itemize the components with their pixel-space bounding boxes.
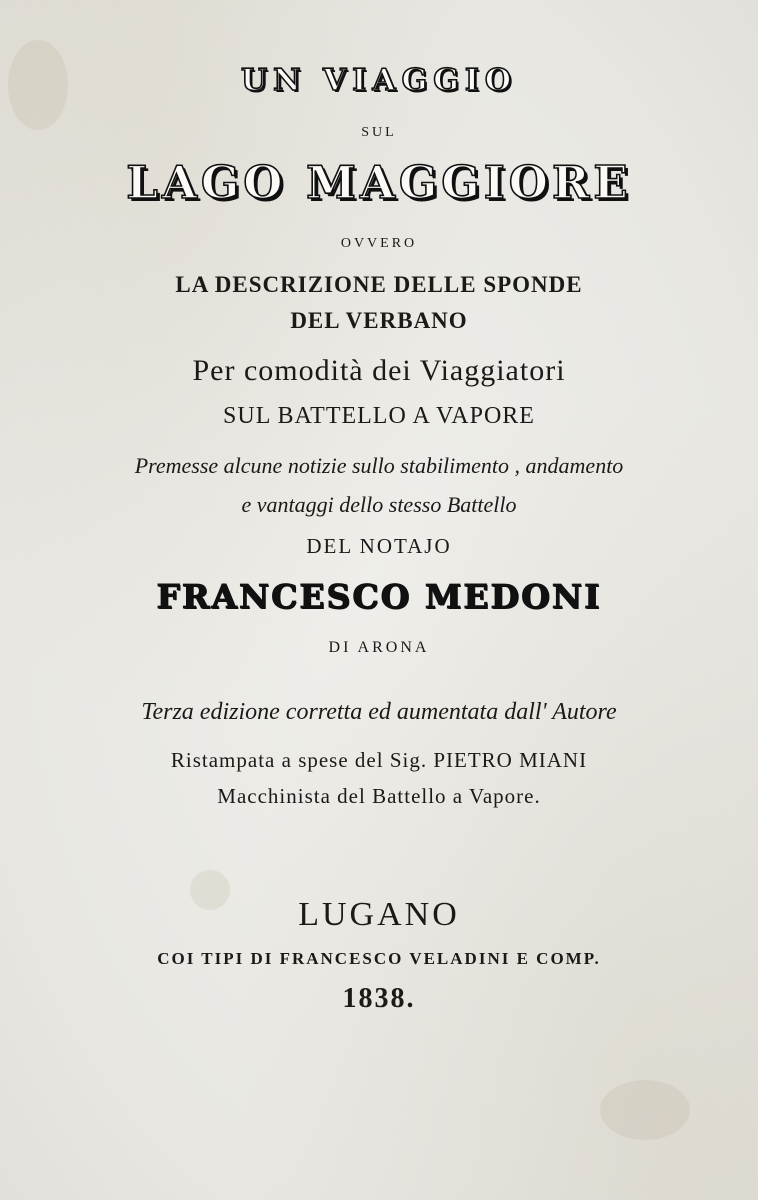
subtitle-line-4: SUL BATTELLO A VAPORE [223, 403, 535, 429]
imprint-printer: COI TIPI DI FRANCESCO VELADINI E COMP. [157, 949, 601, 968]
author-prefix: DEL NOTAJO [306, 534, 452, 558]
author-origin: DI ARONA [328, 639, 430, 656]
title-line-4: OVVERO [340, 236, 418, 251]
subtitle-line-2: DEL VERBANO [290, 308, 468, 333]
title-line-1: UN VIAGGIO [240, 63, 518, 98]
paper-stain [600, 1080, 690, 1140]
title-line-2: SUL [361, 125, 397, 140]
main-title: LAGO MAGGIORE [126, 156, 632, 209]
author-name: FRANCESCO MEDONI [156, 577, 602, 616]
subtitle-line-1: LA DESCRIZIONE DELLE SPONDE [175, 272, 583, 297]
reprint-line-2: Macchinista del Battello a Vapore. [217, 784, 541, 808]
imprint-year: 1838. [342, 983, 416, 1014]
reprint-line-1: Ristampata a spese del Sig. PIETRO MIANI [170, 748, 588, 772]
description-line-2: e vantaggi dello stesso Battello [241, 492, 517, 517]
imprint-place: LUGANO [298, 896, 460, 933]
description-line-1: Premesse alcune notizie sullo stabilimento , andamento [134, 453, 624, 478]
subtitle-line-3: Per comodità dei Viaggiatori [192, 354, 566, 387]
edition-note: Terza edizione corretta ed aumentata dall' Autore [141, 699, 617, 725]
